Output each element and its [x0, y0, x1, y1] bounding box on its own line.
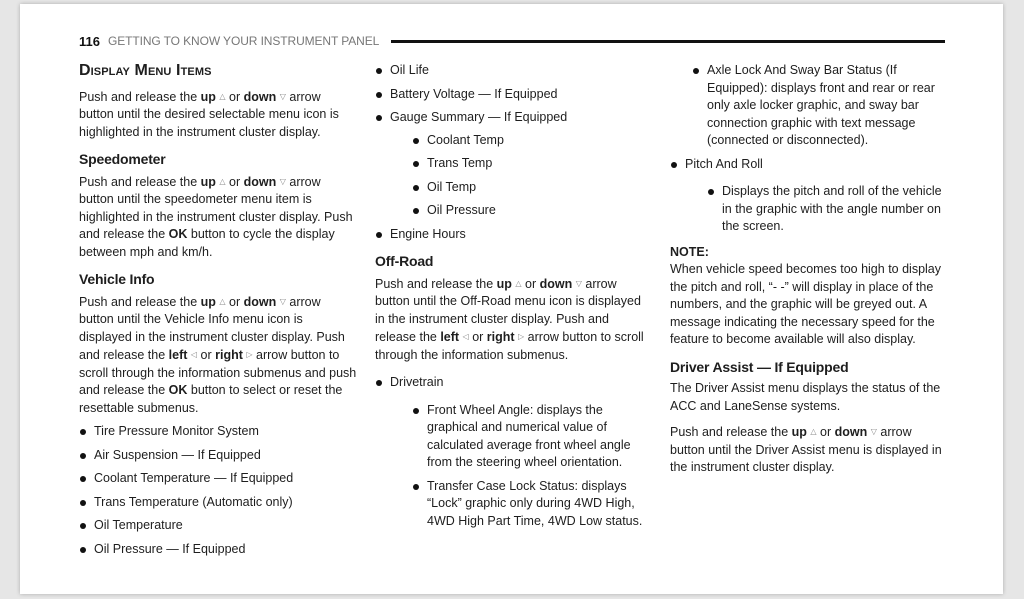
list-item: Gauge Summary — If Equipped Coolant Temp Trans Temp Oil Temp Oil Pressure	[375, 109, 653, 220]
speedometer-heading: Speedometer	[79, 151, 166, 167]
list-item: Oil Life	[375, 62, 653, 80]
drivetrain-sublist	[390, 402, 653, 531]
list-item: Oil Temperature	[79, 517, 357, 535]
driver-assist-paragraph: The Driver Assist menu displays the status of the ACC and LaneSense systems.	[670, 381, 941, 413]
list-item: Oil Temp	[412, 179, 653, 197]
vehicle-info-list-continued	[375, 62, 653, 243]
list-item: Battery Voltage — If Equipped	[375, 86, 653, 104]
vehicle-info-paragraph: Push and release the up △ or down ▽ arrow button until the Vehicle Info menu icon is displayed in the instrument cluster display. Push and release the left ◁ or right ▷ arrow button to scroll through the information submenus and push and release the OK button to select or reset the resettable submenus.	[79, 294, 357, 415]
list-item: Drivetrain Front Wheel Angle: displays the graphical and numerical value of calculated average front wheel angle from the steering wheel orientation. Transfer Case Lock Status: displays “Lock” graphic only during 4WD High, 4WD High Part Time, 4WD Low status.	[375, 374, 653, 530]
list-item: Transfer Case Lock Status: displays “Lock” graphic only during 4WD High, 4WD High Part Time, 4WD Low status.	[412, 478, 653, 531]
up-arrow-icon: △	[219, 296, 226, 306]
down-arrow-icon: ▽	[870, 427, 877, 436]
note-paragraph: When vehicle speed becomes too high to display the pitch and roll, “- -” will display in place of the numbers, and the graphic will be greyed out. A message indicating the necessary speed for the feature to become available will also display.	[670, 262, 941, 346]
list-item: Trans Temperature (Automatic only)	[79, 494, 357, 512]
manual-page	[20, 4, 1003, 594]
section-title: Display Menu Items	[79, 62, 212, 79]
driver-assist-instructions: Push and release the up △ or down ▽ arrow button until the Driver Assist menu is displayed in the instrument cluster display.	[670, 425, 942, 474]
offroad-list	[375, 374, 653, 530]
list-item: Coolant Temp	[412, 132, 653, 150]
up-arrow-icon: △	[219, 91, 226, 101]
offroad-heading: Off-Road	[375, 253, 434, 269]
up-arrow-icon: △	[219, 176, 226, 186]
column-1	[79, 60, 357, 564]
page-number: 116	[79, 33, 100, 49]
list-item: Coolant Temperature — If Equipped	[79, 470, 357, 488]
down-arrow-icon: ▽	[279, 296, 286, 306]
note-label: NOTE:	[670, 244, 709, 259]
column-3	[670, 60, 948, 477]
list-item: Engine Hours	[375, 226, 653, 244]
list-item: Axle Lock And Sway Bar Status (If Equipped): displays front and rear or rear only axle locker graphic, and sway bar connection graphic with text message (connected or disconnected).	[692, 62, 948, 150]
down-arrow-icon: ▽	[575, 278, 582, 288]
column-2	[375, 60, 653, 536]
page-header	[79, 31, 945, 51]
list-item: Pitch And Roll Displays the pitch and roll of the vehicle in the graphic with the angle number on the screen.	[670, 156, 948, 236]
offroad-paragraph: Push and release the up △ or down ▽ arrow button until the Off-Road menu icon is displayed in the instrument cluster display. Push and release the left ◁ or right ▷ arrow button to scroll through the information submenus.	[375, 276, 644, 362]
vehicle-info-heading: Vehicle Info	[79, 271, 155, 287]
down-arrow-icon: ▽	[279, 91, 286, 101]
vehicle-info-list	[79, 423, 357, 558]
left-arrow-icon: ◁	[190, 350, 198, 359]
pitch-roll-list	[670, 156, 948, 236]
up-arrow-icon: △	[515, 278, 522, 288]
right-arrow-icon: ▷	[518, 332, 525, 341]
list-item: Displays the pitch and roll of the vehicle in the graphic with the angle number on the screen.	[707, 183, 948, 236]
intro-paragraph: Push and release the up △ or down ▽ arrow button until the desired selectable menu icon is highlighted in the instrument cluster display.	[79, 89, 339, 139]
left-arrow-icon: ◁	[462, 332, 469, 341]
running-title: GETTING TO KNOW YOUR INSTRUMENT PANEL	[107, 34, 380, 48]
pitch-roll-sublist	[685, 183, 948, 236]
list-item: Trans Temp	[412, 155, 653, 173]
speedometer-paragraph: Push and release the up △ or down ▽ arrow button until the speedometer menu item is highlighted in the instrument cluster display. Push and release the OK button to cycle the display between mph and km/h.	[79, 174, 353, 259]
list-item: Oil Pressure — If Equipped	[79, 541, 357, 559]
list-item: Front Wheel Angle: displays the graphical and numerical value of calculated average front wheel angle from the steering wheel orientation.	[412, 402, 653, 472]
right-arrow-icon: ▷	[246, 350, 253, 359]
driver-assist-heading: Driver Assist — If Equipped	[670, 358, 849, 375]
header-rule	[391, 40, 945, 43]
list-item: Tire Pressure Monitor System	[79, 423, 357, 441]
down-arrow-icon: ▽	[279, 176, 286, 186]
up-arrow-icon: △	[810, 427, 817, 436]
gauge-summary-sublist	[390, 132, 653, 220]
axle-sublist	[670, 62, 948, 150]
list-item: Oil Pressure	[412, 202, 653, 220]
list-item: Air Suspension — If Equipped	[79, 447, 357, 465]
